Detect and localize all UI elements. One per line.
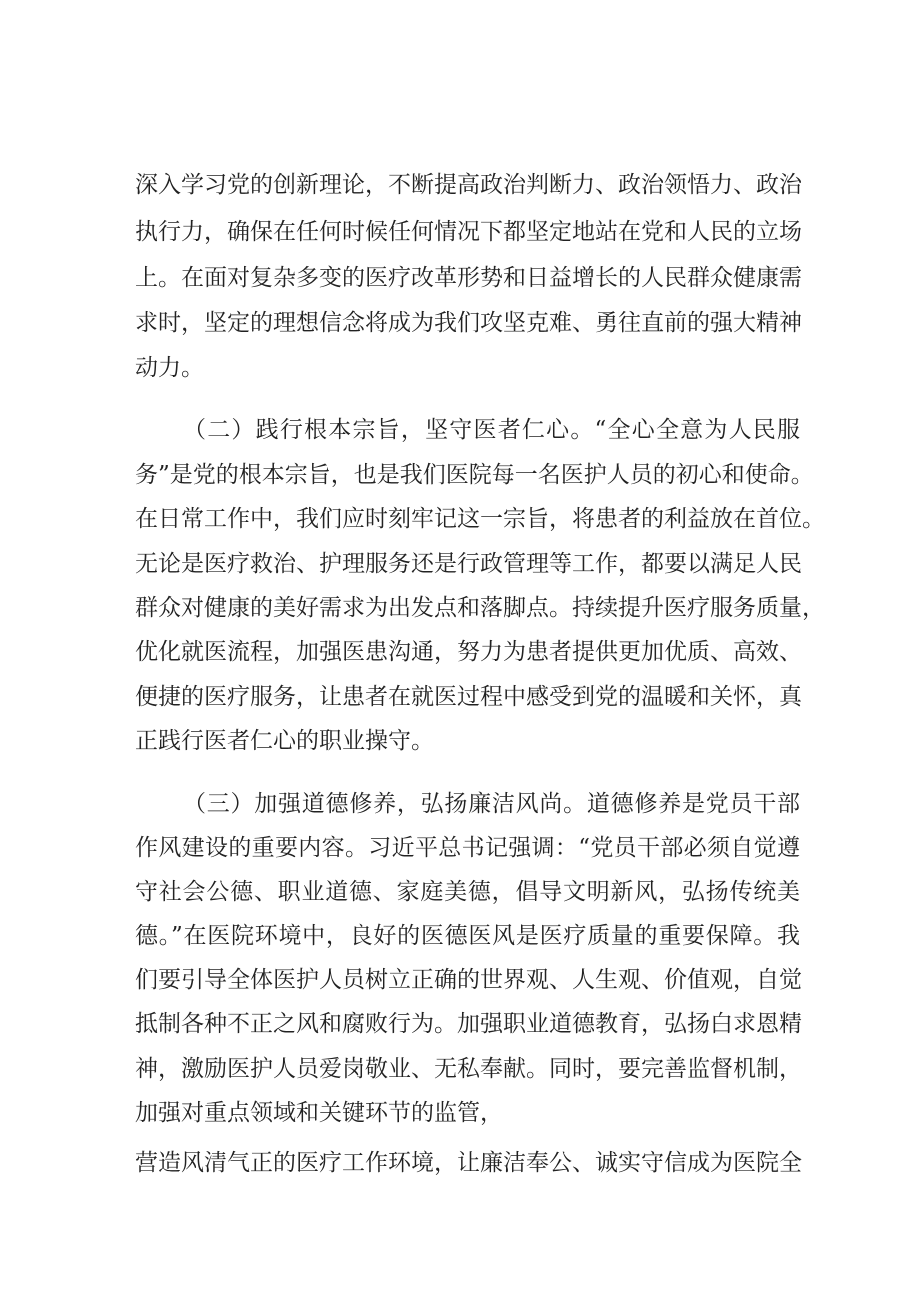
paragraph-2-line-5: 群众对健康的美好需求为出发点和落脚点。持续提升医疗服务质量， (135, 595, 825, 621)
paragraph-2-line-3: 在日常工作中，我们应时刻牢记这一宗旨，将患者的利益放在首位。 (135, 506, 825, 532)
paragraph-2-line-7: 便捷的医疗服务，让患者在就医过程中感受到党的温暖和关怀，真 (135, 684, 802, 710)
paragraph-1-line-5: 动力。 (135, 355, 204, 381)
paragraph-1-line-3: 上。在面对复杂多变的医疗改革形势和日益增长的人民群众健康需 (135, 265, 802, 291)
paragraph-3-line-7: 神，激励医护人员爱岗敬业、无私奉献。同时，要完善监督机制， (135, 1056, 802, 1082)
paragraph-2-line-4: 无论是医疗救治、护理服务还是行政管理等工作，都要以满足人民 (135, 551, 802, 577)
paragraph-3-line-1: （三）加强道德修养，弘扬廉洁风尚。道德修养是党员干部 (183, 791, 800, 817)
paragraph-3-line-8: 加强对重点领域和关键环节的监管， (135, 1100, 503, 1126)
paragraph-4-line-1: 营造风清气正的医疗工作环境，让廉洁奉公、诚实守信成为医院全 (135, 1150, 802, 1176)
paragraph-3-line-2: 作风建设的重要内容。习近平总书记强调：“党员干部必须自觉遵 (135, 835, 800, 861)
paragraph-2-line-2: 务”是党的根本宗旨，也是我们医院每一名医护人员的初心和使命。 (135, 462, 814, 488)
paragraph-2-line-1: （二）践行根本宗旨，坚守医者仁心。“全心全意为人民服 (183, 417, 800, 443)
paragraph-2-line-8: 正践行医者仁心的职业操守。 (135, 728, 434, 754)
paragraph-3-line-5: 们要引导全体医护人员树立正确的世界观、人生观、价值观，自觉 (135, 967, 802, 993)
paragraph-1-line-4: 求时，坚定的理想信念将成为我们攻坚克难、勇往直前的强大精神 (135, 310, 802, 336)
paragraph-3-line-6: 抵制各种不正之风和腐败行为。加强职业道德教育，弘扬白求恩精 (135, 1011, 802, 1037)
paragraph-2-line-6: 优化就医流程，加强医患沟通，努力为患者提供更加优质、高效、 (135, 639, 802, 665)
paragraph-3-line-3: 守社会公德、职业道德、家庭美德，倡导文明新风，弘扬传统美 (135, 879, 800, 905)
paragraph-3-line-4: 德。”在医院环境中，良好的医德医风是医疗质量的重要保障。我 (135, 923, 800, 949)
paragraph-1-line-2: 执行力，确保在任何时候任何情况下都坚定地站在党和人民的立场 (135, 219, 802, 245)
paragraph-1-line-1: 深入学习党的创新理论，不断提高政治判断力、政治领悟力、政治 (135, 172, 802, 198)
